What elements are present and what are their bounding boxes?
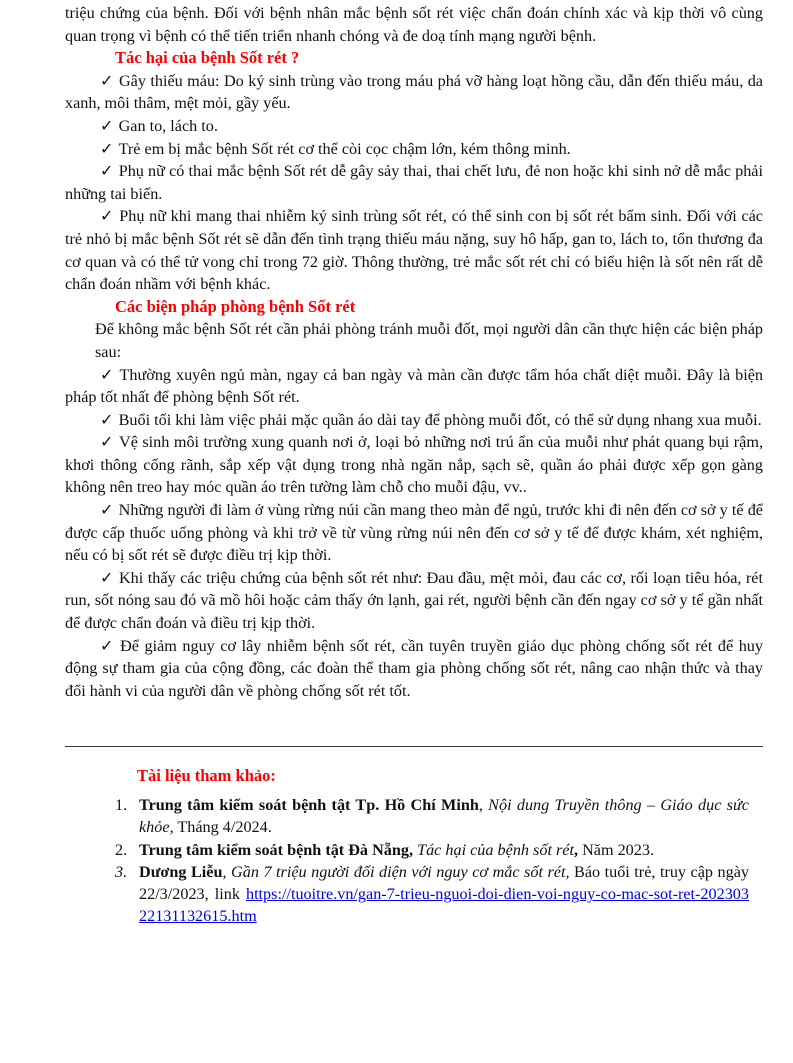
- prevention-item-text: Buổi tối khi làm việc phải mặc quần áo dài tay để phòng muỗi đốt, có thể sử dụng nhang xua muỗi.: [118, 410, 762, 429]
- prevention-item: [65, 364, 763, 409]
- harm-item-text: Gây thiếu máu: Do ký sinh trùng vào trong máu phá vỡ hàng loạt hồng cầu, dẫn đến thiếu máu, da xanh, môi thâm, mệt mỏi, gầy yếu.: [65, 71, 763, 113]
- checkmark-icon: ✓: [100, 410, 114, 429]
- intro-paragraph: triệu chứng của bệnh. Đối với bệnh nhân mắc bệnh sốt rét việc chẩn đoán chính xác và kịp thời vô cùng quan trọng vì bệnh có thể tiến triển nhanh chóng và đe doạ tính mạng người bệnh.: [65, 4, 763, 45]
- harm-item-text: Gan to, lách to.: [118, 116, 218, 135]
- harm-item: [65, 138, 763, 161]
- checkmark-icon: ✓: [100, 162, 114, 181]
- harm-item-text: Phụ nữ có thai mắc bệnh Sốt rét dễ gây sảy thai, thai chết lưu, đẻ non hoặc khi sinh nở dễ mắc phải những tai biến.: [65, 162, 763, 203]
- reference-title: Tác hại của bệnh sốt rét: [417, 840, 574, 859]
- checkmark-icon: ✓: [100, 636, 116, 655]
- reference-number: 1.: [115, 796, 128, 814]
- checkmark-icon: ✓: [100, 116, 114, 135]
- reference-number: 2.: [115, 840, 128, 859]
- prevention-item: [65, 499, 763, 567]
- reference-author: Trung tâm kiểm soát bệnh tật Tp. Hồ Chí Minh: [139, 796, 479, 814]
- reference-title: Nội dung Truyền thông – Giáo dục sức khỏe: [139, 796, 749, 836]
- prevention-item: [65, 409, 763, 432]
- prevention-item: [65, 635, 763, 703]
- reference-item: [115, 795, 749, 839]
- reference-number: 3.: [115, 863, 128, 882]
- harm-item-text: Trẻ em bị mắc bệnh Sốt rét cơ thể còi cọc chậm lớn, kém thông minh.: [118, 139, 571, 158]
- section-heading-harms: Tác hại của bệnh Sốt rét ?: [115, 48, 300, 68]
- reference-separator: ,: [478, 796, 489, 814]
- harm-item: [65, 205, 763, 295]
- reference-title: Gần 7 triệu người đối diện với nguy cơ mắc sốt rét,: [231, 863, 570, 882]
- prevention-item-text: Những người đi làm ở vùng rừng núi cần mang theo màn để ngủ, trước khi đi nên đến cơ sở y tế để được cấp thuốc uống phòng và khi trở về từ vùng rừng núi nên đến cơ sở y tế để được khám, xét nghiệm, nếu có bị sốt rét sẽ được điều trị kịp thời.: [65, 501, 763, 565]
- checkmark-icon: ✓: [100, 365, 115, 384]
- reference-item: [115, 840, 749, 862]
- prevention-item-text: Để giảm nguy cơ lây nhiễm bệnh sốt rét, cần tuyên truyền giáo dục phòng chống sốt rét để huy động sự tham gia của cộng đồng, các đoàn thể tham gia phòng chống sốt rét, nâng cao nhận thức và thay đổi hành vi của người dân về phòng chống sốt rét tốt.: [65, 636, 763, 700]
- prevention-item: [65, 567, 763, 635]
- reference-details: Báo tuổi trẻ, truy cập ngày 22/3/2023, link: [139, 863, 749, 904]
- document-page: [65, 0, 763, 702]
- prevention-item-text: Khi thấy các triệu chứng của bệnh sốt rét như: Đau đầu, mệt mỏi, đau các cơ, rối loạn tiêu hóa, rét run, sốt nóng sau đó vã mồ hôi hoặc cảm thấy ớn lạnh, gai rét, người bệnh cần đến ngay cơ sở y tế gần nhất để được chẩn đoán và điều trị kịp thời.: [65, 568, 763, 633]
- references-section: [115, 765, 749, 929]
- reference-author: Dương Liễu: [139, 863, 223, 882]
- checkmark-icon: ✓: [100, 433, 115, 452]
- section-divider: [65, 746, 763, 747]
- checkmark-icon: ✓: [100, 139, 114, 158]
- reference-details: Năm 2023.: [578, 840, 655, 859]
- references-title: Tài liệu tham khảo:: [137, 766, 276, 785]
- prevention-item-text: Vệ sinh môi trường xung quanh nơi ở, loại bỏ những nơi trú ẩn của muỗi như phát quang bụi rậm, khơi thông cống rãnh, sắp xếp vật dụng trong nhà ngăn nắp, sạch sẽ, quần áo phải được xếp gọn gàng không nên treo hay móc quần áo trên tường làm chỗ cho muỗi đậu, vv..: [65, 433, 763, 497]
- checkmark-icon: ✓: [100, 568, 114, 587]
- section-heading-prevention: Các biện pháp phòng bệnh Sốt rét: [115, 296, 356, 316]
- prevention-item: [65, 431, 763, 499]
- reference-item: [115, 862, 749, 927]
- prevention-intro: Để không mắc bệnh Sốt rét cần phải phòng tránh muỗi đốt, mọi người dân cần thực hiện các biện pháp sau:: [95, 320, 763, 361]
- harm-item: [65, 70, 763, 115]
- reference-details: , Tháng 4/2024.: [169, 817, 272, 836]
- reference-author: Trung tâm kiểm soát bệnh tật Đà Nẵng,: [139, 840, 414, 859]
- harm-item: [65, 160, 763, 205]
- checkmark-icon: ✓: [100, 207, 115, 226]
- harm-item: [65, 115, 763, 138]
- reference-link[interactable]: https://tuoitre.vn/gan-7-trieu-nguoi-doi-dien-voi-nguy-co-mac-sot-ret-20230322131132615.htm: [139, 885, 749, 925]
- harm-item-text: Phụ nữ khi mang thai nhiễm ký sinh trùng sốt rét, có thể sinh con bị sốt rét bẩm sinh. Đối với các trẻ nhỏ bị mắc bệnh Sốt rét sẽ dẫn đến tình trạng thiếu máu nặng, suy hô hấp, gan to, lách to, tổn thương đa cơ quan và có thể tử vong chỉ trong 72 giờ. Thông thường, trẻ mắc sốt rét chỉ có biểu hiện là sốt nên rất dễ chẩn đoán nhầm với bệnh khác.: [65, 207, 763, 294]
- checkmark-icon: ✓: [100, 501, 114, 520]
- checkmark-icon: ✓: [100, 71, 114, 90]
- reference-separator-bold: ,: [573, 840, 579, 859]
- reference-separator: ,: [222, 863, 232, 882]
- prevention-item-text: Thường xuyên ngủ màn, ngay cả ban ngày và màn cần được tẩm hóa chất diệt muỗi. Đây là biện pháp tốt nhất để phòng bệnh Sốt rét.: [65, 365, 763, 407]
